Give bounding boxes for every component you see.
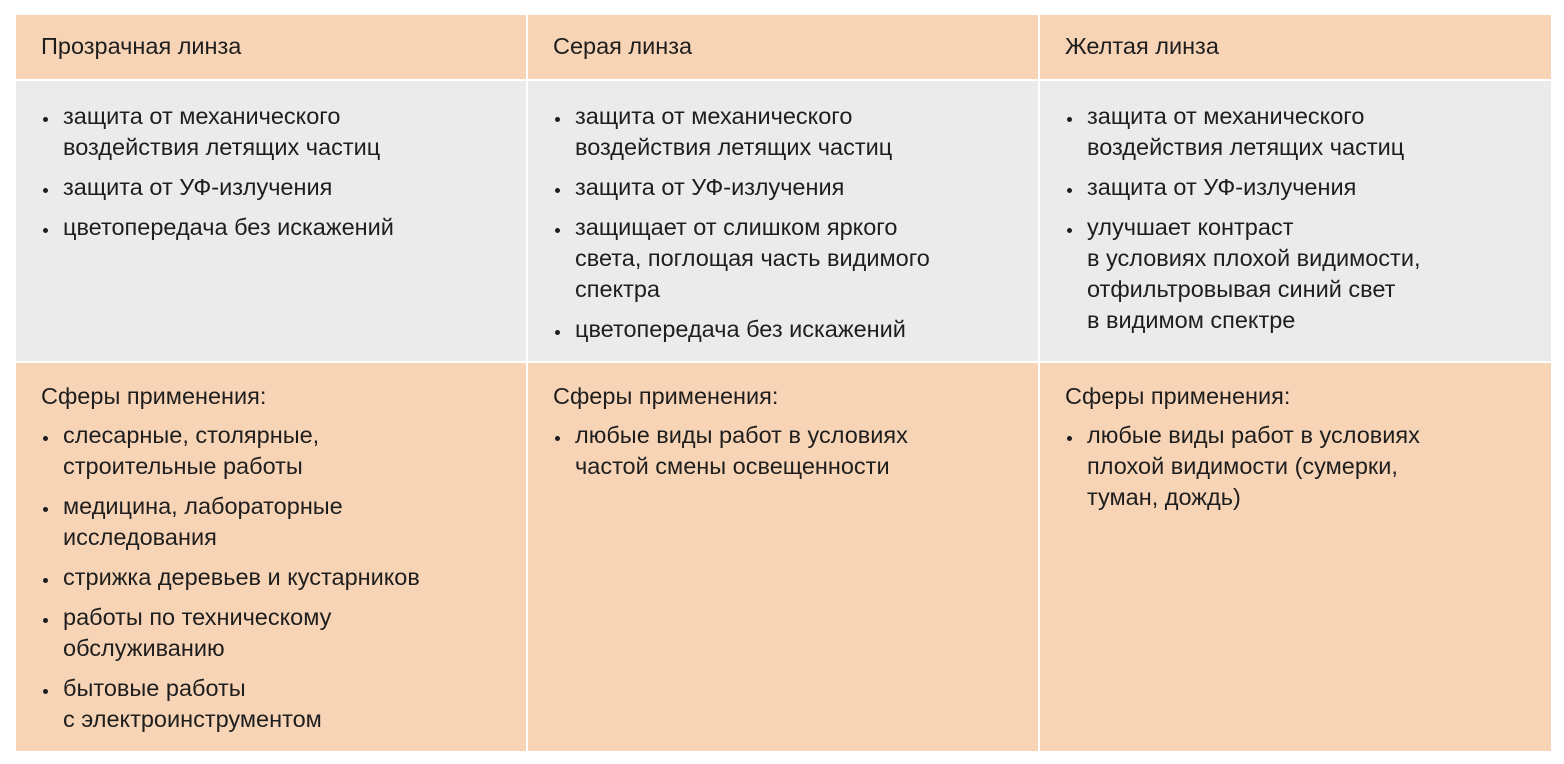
uses-grey-lens [528,363,1038,751]
list-item: слесарные, столярные, строительные работы [41,420,514,482]
properties-list [41,101,514,243]
header-label: Прозрачная линза [41,32,242,59]
header-label: Желтая линза [1065,32,1219,59]
list-item: цветопередача без искажений [41,212,514,243]
header-clear-lens [16,15,526,79]
list-item: любые виды работ в условиях частой смены освещенности [553,420,1026,482]
uses-list [1065,420,1539,513]
list-item: любые виды работ в условиях плохой видимости (сумерки, туман, дождь) [1065,420,1539,513]
list-item: медицина, лабораторные исследования [41,491,514,553]
list-item: работы по техническому обслуживанию [41,602,514,664]
list-item: защита от механического воздействия летящих частиц [553,101,1026,163]
header-yellow-lens [1040,15,1551,79]
uses-title: Сферы применения: [553,383,779,409]
list-item: стрижка деревьев и кустарников [41,562,514,593]
uses-list [41,420,514,735]
uses-title: Сферы применения: [41,383,267,409]
header-label: Серая линза [553,32,693,59]
properties-yellow-lens [1040,81,1551,361]
properties-grey-lens [528,81,1038,361]
list-item: защищает от слишком яркого света, поглощая часть видимого спектра [553,212,1026,305]
list-item: защита от УФ-излучения [1065,172,1539,203]
list-item: улучшает контраст в условиях плохой видимости, отфильтровывая синий свет в видимом спектре [1065,212,1539,336]
lens-comparison-table [16,15,1549,751]
list-item: защита от механического воздействия летящих частиц [1065,101,1539,163]
uses-list [553,420,1026,482]
header-grey-lens [528,15,1038,79]
list-item: защита от механического воздействия летящих частиц [41,101,514,163]
list-item: бытовые работы с электроинструментом [41,673,514,735]
properties-list [553,101,1026,345]
uses-clear-lens [16,363,526,751]
properties-list [1065,101,1539,336]
list-item: защита от УФ-излучения [553,172,1026,203]
uses-yellow-lens [1040,363,1551,751]
uses-title: Сферы применения: [1065,383,1291,409]
properties-clear-lens [16,81,526,361]
list-item: цветопередача без искажений [553,314,1026,345]
list-item: защита от УФ-излучения [41,172,514,203]
